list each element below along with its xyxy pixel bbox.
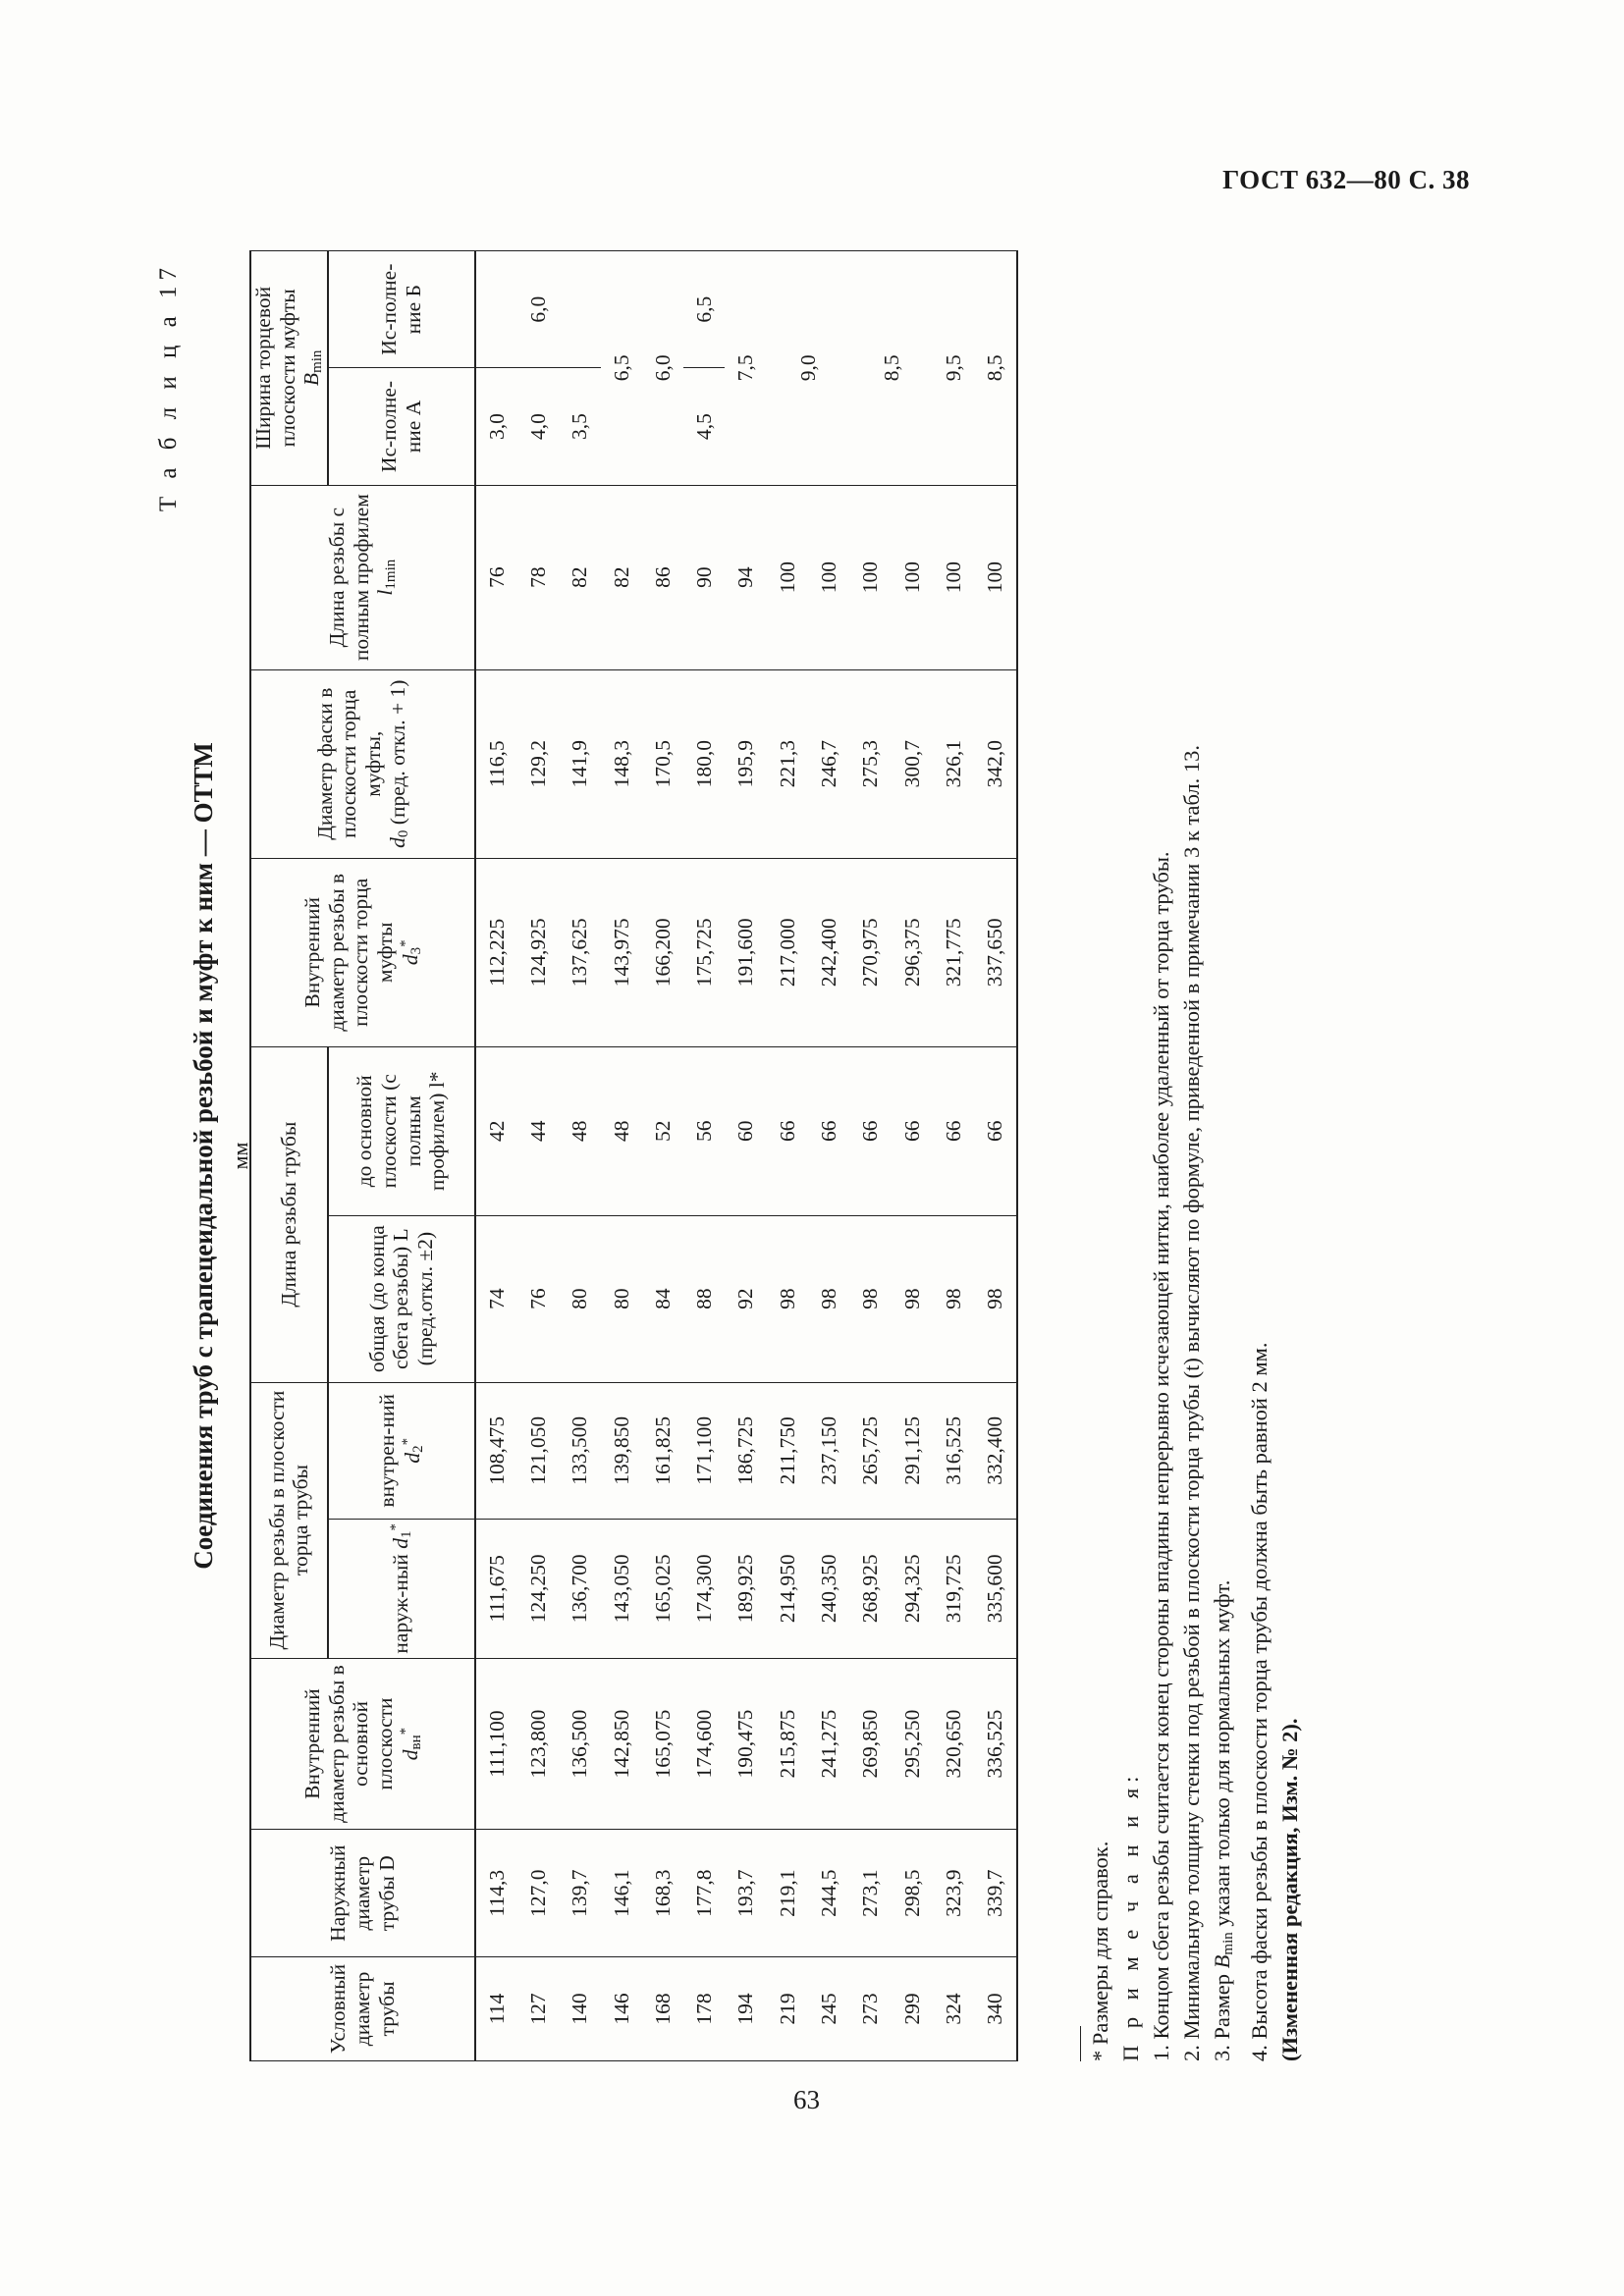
cell-outer-thread: 124,250 xyxy=(517,1520,559,1659)
header-width-text: Ширина торцевой плоскости муфты xyxy=(251,286,299,450)
edit-note: (Измененная редакция, Изм. № 2). xyxy=(1277,1718,1302,2061)
rotated-table-block xyxy=(147,250,1302,2061)
header-inner-base-symbol: $d_{вн}^*$ xyxy=(397,1727,424,1761)
header-width-group xyxy=(250,251,328,486)
cell-inner-thread: 161,825 xyxy=(642,1382,683,1520)
cell-base-length: 56 xyxy=(683,1046,725,1215)
header-outer-thread: наруж-ный $d_1^*$ xyxy=(328,1520,475,1659)
table-row xyxy=(475,251,517,2061)
cell-base-length: 66 xyxy=(974,1046,1016,1215)
table-title: Соединения труб с трапецеидальной резьбой и муфт к ним — ОТТМ xyxy=(189,742,218,1570)
thread-table xyxy=(249,250,1018,2061)
cell-inner-thread: 291,125 xyxy=(892,1382,933,1520)
cell-total-length: 84 xyxy=(642,1215,683,1382)
cell-nominal-diameter: 273 xyxy=(849,1956,891,2060)
cell-outer-thread: 214,950 xyxy=(767,1520,808,1659)
cell-variant-a: 4,5 xyxy=(683,368,725,485)
table-row xyxy=(683,251,725,2061)
header-full-profile-text: Длина резьбы с полным профилем xyxy=(325,494,373,662)
cell-inner-base: 174,600 xyxy=(683,1658,725,1830)
cell-inner-base: 136,500 xyxy=(559,1658,600,1830)
cell-chamfer: 180,0 xyxy=(683,669,725,858)
cell-total-length: 92 xyxy=(725,1215,766,1382)
cell-outer-diameter: 139,7 xyxy=(559,1830,600,1956)
cell-inner-base: 190,475 xyxy=(725,1658,766,1830)
cell-coupling-inner: 137,625 xyxy=(559,858,600,1046)
cell-inner-thread: 121,050 xyxy=(517,1382,559,1520)
cell-outer-diameter: 168,3 xyxy=(642,1830,683,1956)
header-width-symbol: $B_{min}$ xyxy=(299,349,326,387)
cell-coupling-inner: 191,600 xyxy=(725,858,766,1046)
cell-total-length: 98 xyxy=(767,1215,808,1382)
cell-nominal-diameter: 245 xyxy=(808,1956,849,2060)
cell-full-profile: 78 xyxy=(517,485,559,669)
cell-outer-thread: 174,300 xyxy=(683,1520,725,1659)
cell-chamfer: 148,3 xyxy=(601,669,642,858)
cell-chamfer: 141,9 xyxy=(559,669,600,858)
table-label: Т а б л и ц а 17 xyxy=(155,262,182,512)
note-3: 3. Размер $B_{min}$ указан только для нормальных муфт. xyxy=(1210,1579,1236,2061)
cell-coupling-inner: 217,000 xyxy=(767,858,808,1046)
cell-outer-diameter: 273,1 xyxy=(849,1830,891,1956)
cell-inner-base: 295,250 xyxy=(892,1658,933,1830)
cell-inner-thread: 139,850 xyxy=(601,1382,642,1520)
cell-total-length: 98 xyxy=(849,1215,891,1382)
table-unit: мм xyxy=(228,1142,252,1170)
cell-total-length: 88 xyxy=(683,1215,725,1382)
table-header xyxy=(250,251,475,2061)
cell-outer-diameter: 127,0 xyxy=(517,1830,559,1956)
table-row xyxy=(892,251,933,2061)
cell-inner-thread: 316,525 xyxy=(933,1382,974,1520)
cell-coupling-inner: 296,375 xyxy=(892,858,933,1046)
header-variant-b: Ис-полне-ние Б xyxy=(328,251,475,368)
cell-full-profile: 100 xyxy=(933,485,974,669)
cell-inner-base: 142,850 xyxy=(601,1658,642,1830)
cell-base-length: 42 xyxy=(475,1046,517,1215)
cell-nominal-diameter: 168 xyxy=(642,1956,683,2060)
table-body xyxy=(475,251,1017,2061)
cell-full-profile: 76 xyxy=(475,485,517,669)
table-row xyxy=(725,251,766,2061)
cell-inner-base: 336,525 xyxy=(974,1658,1016,1830)
cell-chamfer: 195,9 xyxy=(725,669,766,858)
cell-outer-diameter: 114,3 xyxy=(475,1830,517,1956)
cell-base-length: 48 xyxy=(601,1046,642,1215)
table-row xyxy=(559,251,600,2061)
cell-chamfer: 275,3 xyxy=(849,669,891,858)
cell-base-length: 66 xyxy=(767,1046,808,1215)
header-coupling-inner-symbol: $d_3^*$ xyxy=(397,939,424,966)
cell-base-length: 60 xyxy=(725,1046,766,1215)
cell-nominal-diameter: 340 xyxy=(974,1956,1016,2060)
cell-chamfer: 129,2 xyxy=(517,669,559,858)
header-coupling-inner xyxy=(250,858,475,1046)
table-row xyxy=(849,251,891,2061)
cell-full-profile: 100 xyxy=(892,485,933,669)
cell-nominal-diameter: 114 xyxy=(475,1956,517,2060)
cell-coupling-inner: 112,225 xyxy=(475,858,517,1046)
cell-outer-thread: 111,675 xyxy=(475,1520,517,1659)
cell-outer-diameter: 339,7 xyxy=(974,1830,1016,1956)
footnote-rule xyxy=(1080,2026,1081,2061)
notes-heading: П р и м е ч а н и я: xyxy=(1118,1770,1143,2061)
cell-total-length: 98 xyxy=(808,1215,849,1382)
cell-outer-thread: 143,050 xyxy=(601,1520,642,1659)
header-base-length: до основной плоскости (с полным профилем) l* xyxy=(328,1046,475,1215)
cell-variant-b: 6,5 xyxy=(683,251,725,368)
cell-nominal-diameter: 219 xyxy=(767,1956,808,2060)
cell-chamfer: 170,5 xyxy=(642,669,683,858)
cell-chamfer: 221,3 xyxy=(767,669,808,858)
cell-full-profile: 90 xyxy=(683,485,725,669)
header-chamfer-text: Диаметр фаски в плоскости торца муфты, xyxy=(312,687,386,840)
cell-chamfer: 116,5 xyxy=(475,669,517,858)
cell-outer-diameter: 298,5 xyxy=(892,1830,933,1956)
cell-base-length: 48 xyxy=(559,1046,600,1215)
cell-nominal-diameter: 194 xyxy=(725,1956,766,2060)
header-coupling-inner-text: Внутренний диаметр резьбы в плоскости торца муфты xyxy=(299,873,397,1032)
cell-inner-thread: 237,150 xyxy=(808,1382,849,1520)
cell-variant-a: 3,5 xyxy=(559,368,600,485)
note-2: 2. Минимальную толщину стенки под резьбой в плоскости торца трубы (t) вычисляют по формуле, приведенной в примечании 3 к табл. 13. xyxy=(1179,745,1204,2061)
cell-inner-thread: 332,400 xyxy=(974,1382,1016,1520)
cell-chamfer: 326,1 xyxy=(933,669,974,858)
cell-inner-base: 269,850 xyxy=(849,1658,891,1830)
table-row xyxy=(767,251,808,2061)
cell-width-both: 6,0 xyxy=(642,251,683,486)
cell-base-length: 66 xyxy=(892,1046,933,1215)
header-outer-diameter: Наружный диаметр трубы D xyxy=(250,1830,475,1956)
cell-inner-thread: 186,725 xyxy=(725,1382,766,1520)
header-chamfer-symbol: $d_0$ (пред. откл. + 1) xyxy=(385,679,411,848)
cell-full-profile: 86 xyxy=(642,485,683,669)
cell-outer-thread: 189,925 xyxy=(725,1520,766,1659)
cell-inner-thread: 171,100 xyxy=(683,1382,725,1520)
cell-inner-base: 241,275 xyxy=(808,1658,849,1830)
cell-inner-thread: 265,725 xyxy=(849,1382,891,1520)
cell-outer-thread: 335,600 xyxy=(974,1520,1016,1659)
header-inner-base-text: Внутренний диаметр резьбы в основной плоскости xyxy=(299,1665,397,1823)
cell-coupling-inner: 321,775 xyxy=(933,858,974,1046)
cell-total-length: 80 xyxy=(601,1215,642,1382)
cell-inner-base: 165,075 xyxy=(642,1658,683,1830)
cell-coupling-inner: 337,650 xyxy=(974,858,1016,1046)
cell-variant-b: 6,0 xyxy=(475,251,601,368)
cell-nominal-diameter: 299 xyxy=(892,1956,933,2060)
header-inner-base xyxy=(250,1658,475,1830)
cell-coupling-inner: 270,975 xyxy=(849,858,891,1046)
cell-outer-thread: 319,725 xyxy=(933,1520,974,1659)
cell-width-both: 9,0 xyxy=(767,251,850,486)
cell-base-length: 52 xyxy=(642,1046,683,1215)
cell-full-profile: 94 xyxy=(725,485,766,669)
cell-total-length: 76 xyxy=(517,1215,559,1382)
cell-outer-diameter: 323,9 xyxy=(933,1830,974,1956)
cell-full-profile: 100 xyxy=(808,485,849,669)
cell-width-both: 7,5 xyxy=(725,251,766,486)
cell-nominal-diameter: 127 xyxy=(517,1956,559,2060)
header-nominal-diameter: Условный диаметр трубы xyxy=(250,1956,475,2060)
cell-outer-thread: 240,350 xyxy=(808,1520,849,1659)
header-chamfer xyxy=(250,669,475,858)
cell-full-profile: 82 xyxy=(559,485,600,669)
document-header: ГОСТ 632—80 С. 38 xyxy=(1222,165,1470,194)
cell-variant-a: 4,0 xyxy=(517,368,559,485)
cell-inner-base: 320,650 xyxy=(933,1658,974,1830)
cell-inner-base: 123,800 xyxy=(517,1658,559,1830)
cell-outer-thread: 268,925 xyxy=(849,1520,891,1659)
cell-outer-thread: 136,700 xyxy=(559,1520,600,1659)
header-full-profile xyxy=(250,485,475,669)
header-total-length: общая (до конца сбега резьбы) L (пред.откл. ±2) xyxy=(328,1215,475,1382)
cell-coupling-inner: 143,975 xyxy=(601,858,642,1046)
header-variant-a: Ис-полне-ние А xyxy=(328,368,475,485)
cell-full-profile: 100 xyxy=(974,485,1016,669)
cell-base-length: 66 xyxy=(933,1046,974,1215)
header-thread-length-group: Длина резьбы трубы xyxy=(250,1046,328,1382)
cell-base-length: 44 xyxy=(517,1046,559,1215)
cell-inner-thread: 108,475 xyxy=(475,1382,517,1520)
table-row xyxy=(933,251,974,2061)
table-row xyxy=(808,251,849,2061)
cell-outer-diameter: 219,1 xyxy=(767,1830,808,1956)
cell-width-both: 8,5 xyxy=(849,251,933,486)
cell-base-length: 66 xyxy=(808,1046,849,1215)
cell-width-both: 9,5 xyxy=(933,251,974,486)
header-full-profile-symbol: $l_{1min}$ xyxy=(373,559,400,596)
cell-outer-diameter: 193,7 xyxy=(725,1830,766,1956)
cell-total-length: 98 xyxy=(933,1215,974,1382)
table-row xyxy=(974,251,1016,2061)
note-1: 1. Концом сбега резьбы считается конец стороны впадины непрерывно исчезающей нитки, наиболее удаленный от торца трубы. xyxy=(1149,851,1173,2061)
cell-inner-base: 111,100 xyxy=(475,1658,517,1830)
cell-base-length: 66 xyxy=(849,1046,891,1215)
cell-total-length: 98 xyxy=(974,1215,1016,1382)
cell-inner-base: 215,875 xyxy=(767,1658,808,1830)
notes-block xyxy=(1080,250,1305,2061)
cell-total-length: 98 xyxy=(892,1215,933,1382)
cell-width-both: 6,5 xyxy=(601,251,642,486)
cell-coupling-inner: 124,925 xyxy=(517,858,559,1046)
cell-total-length: 80 xyxy=(559,1215,600,1382)
cell-chamfer: 300,7 xyxy=(892,669,933,858)
cell-nominal-diameter: 178 xyxy=(683,1956,725,2060)
cell-inner-thread: 211,750 xyxy=(767,1382,808,1520)
table-row xyxy=(601,251,642,2061)
table-row xyxy=(642,251,683,2061)
cell-width-both: 8,5 xyxy=(974,251,1016,486)
cell-nominal-diameter: 324 xyxy=(933,1956,974,2060)
cell-total-length: 74 xyxy=(475,1215,517,1382)
footnote: * Размеры для справок. xyxy=(1088,1841,1112,2061)
cell-inner-thread: 133,500 xyxy=(559,1382,600,1520)
header-inner-thread: внутрен-ний $d_2^*$ xyxy=(328,1382,475,1520)
cell-outer-diameter: 177,8 xyxy=(683,1830,725,1956)
cell-full-profile: 82 xyxy=(601,485,642,669)
cell-full-profile: 100 xyxy=(767,485,808,669)
cell-outer-thread: 294,325 xyxy=(892,1520,933,1659)
cell-outer-thread: 165,025 xyxy=(642,1520,683,1659)
cell-chamfer: 246,7 xyxy=(808,669,849,858)
cell-nominal-diameter: 140 xyxy=(559,1956,600,2060)
cell-nominal-diameter: 146 xyxy=(601,1956,642,2060)
cell-outer-diameter: 146,1 xyxy=(601,1830,642,1956)
header-thread-diameter-group: Диаметр резьбы в плоскости торца трубы xyxy=(250,1382,328,1658)
cell-variant-a: 3,0 xyxy=(475,368,517,485)
cell-chamfer: 342,0 xyxy=(974,669,1016,858)
table-row xyxy=(517,251,559,2061)
cell-outer-diameter: 244,5 xyxy=(808,1830,849,1956)
cell-coupling-inner: 242,400 xyxy=(808,858,849,1046)
page-number: 63 xyxy=(793,2085,820,2114)
cell-coupling-inner: 166,200 xyxy=(642,858,683,1046)
cell-full-profile: 100 xyxy=(849,485,891,669)
cell-coupling-inner: 175,725 xyxy=(683,858,725,1046)
note-4: 4. Высота фаски резьбы в плоскости торца трубы должна быть равной 2 мм. xyxy=(1247,1342,1272,2061)
